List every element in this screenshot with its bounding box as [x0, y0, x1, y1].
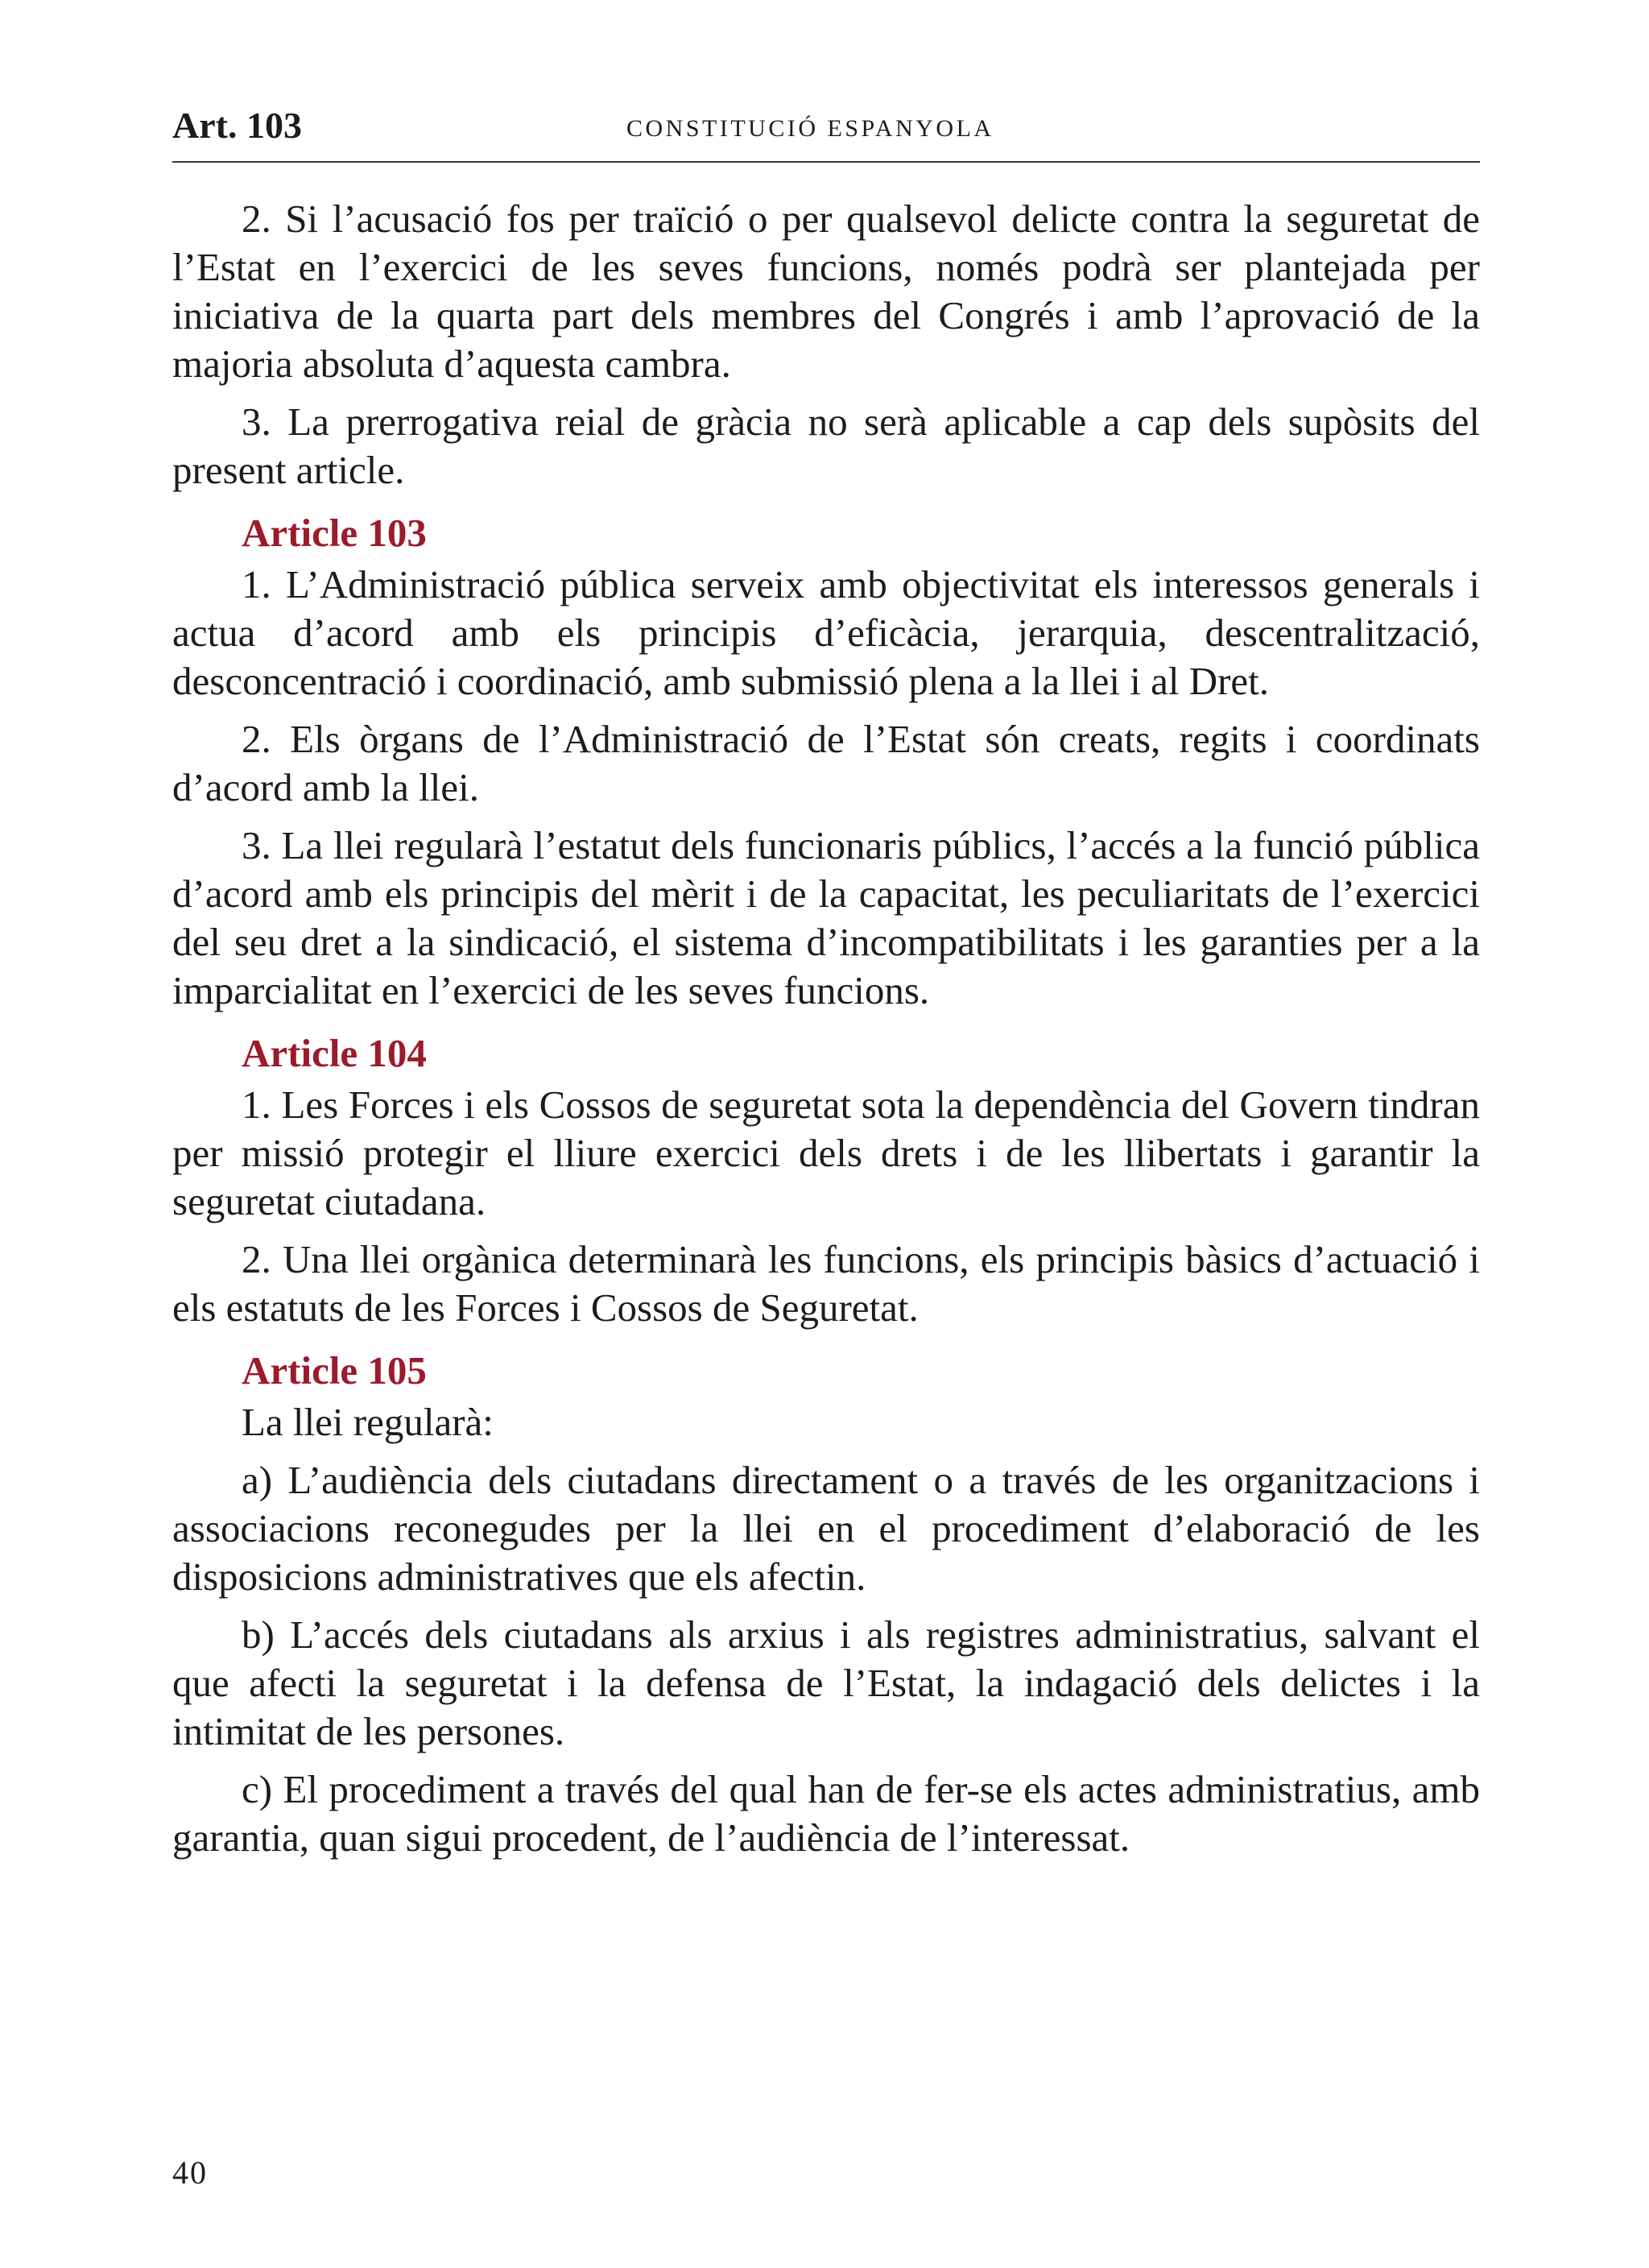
book-page: [172, 103, 1480, 2237]
paragraph-art104-1: 1. Les Forces i els Cossos de seguretat sota la dependència del Govern tindran per missió protegir el lliure exercici dels drets i de les llibertats i garantir la seguretat ciutadana.: [172, 1082, 1480, 1223]
heading-article-105: Article 105: [242, 1348, 427, 1393]
paragraph-art104-2: 2. Una llei orgànica determinarà les funcions, els principis bàsics d’actuació i els estatuts de les Forces i Cossos de Seguretat.: [172, 1237, 1480, 1330]
heading-article-103: Article 103: [242, 511, 427, 555]
paragraph-art105-a: a) L’audiència dels ciutadans directament o a través de les organitzacions i associacions reconegudes per la llei en el procediment d’elaboració de les disposicions administratives que els afectin.: [172, 1458, 1480, 1599]
paragraph-art102-2: 2. Si l’acusació fos per traïció o per qualsevol delicte contra la seguretat de l’Estat en l’exercici de les seves funcions, només podrà ser plantejada per iniciativa de la quarta part dels membres del Congrés i amb l’aprovació de la majoria absoluta d’aquesta cambra.: [172, 197, 1480, 386]
running-header: [172, 103, 1480, 163]
paragraph-art105-b: b) L’accés dels ciutadans als arxius i als registres administratius, salvant el que afecti la seguretat i la defensa de l’Estat, la indagació dels delictes i la intimitat de les persones.: [172, 1612, 1480, 1753]
page-body: [172, 195, 1480, 1862]
paragraph-art105-intro: La llei regularà:: [242, 1400, 494, 1444]
paragraph-art105-c: c) El procediment a través del qual han de fer-se els actes administratius, amb garantia, quan sigui procedent, de l’audiència de l’interessat.: [172, 1767, 1480, 1860]
paragraph-art102-3: 3. La prerrogativa reial de gràcia no serà aplicable a cap dels supòsits del present article.: [172, 399, 1480, 492]
header-book-title: CONSTITUCIÓ ESPANYOLA: [626, 115, 994, 142]
paragraph-art103-2: 2. Els òrgans de l’Administració de l’Estat són creats, regits i coordinats d’acord amb la llei.: [172, 717, 1480, 809]
heading-article-104: Article 104: [242, 1031, 427, 1075]
page-number: 40: [172, 2154, 208, 2191]
header-article-ref: Art. 103: [172, 105, 302, 146]
paragraph-art103-3: 3. La llei regularà l’estatut dels funcionaris públics, l’accés a la funció pública d’acord amb els principis del mèrit i de la capacitat, les peculiaritats de l’exercici del seu dret a la sindicació, el sistema d’incompatibilitats i les garanties per a la imparcialitat en l’exercici de les seves funcions.: [172, 823, 1480, 1012]
paragraph-art103-1: 1. L’Administració pública serveix amb objectivitat els interessos generals i actua d’acord amb els principis d’eficàcia, jerarquia, descentralització, desconcentració i coordinació, amb submissió plena a la llei i al Dret.: [172, 562, 1480, 703]
